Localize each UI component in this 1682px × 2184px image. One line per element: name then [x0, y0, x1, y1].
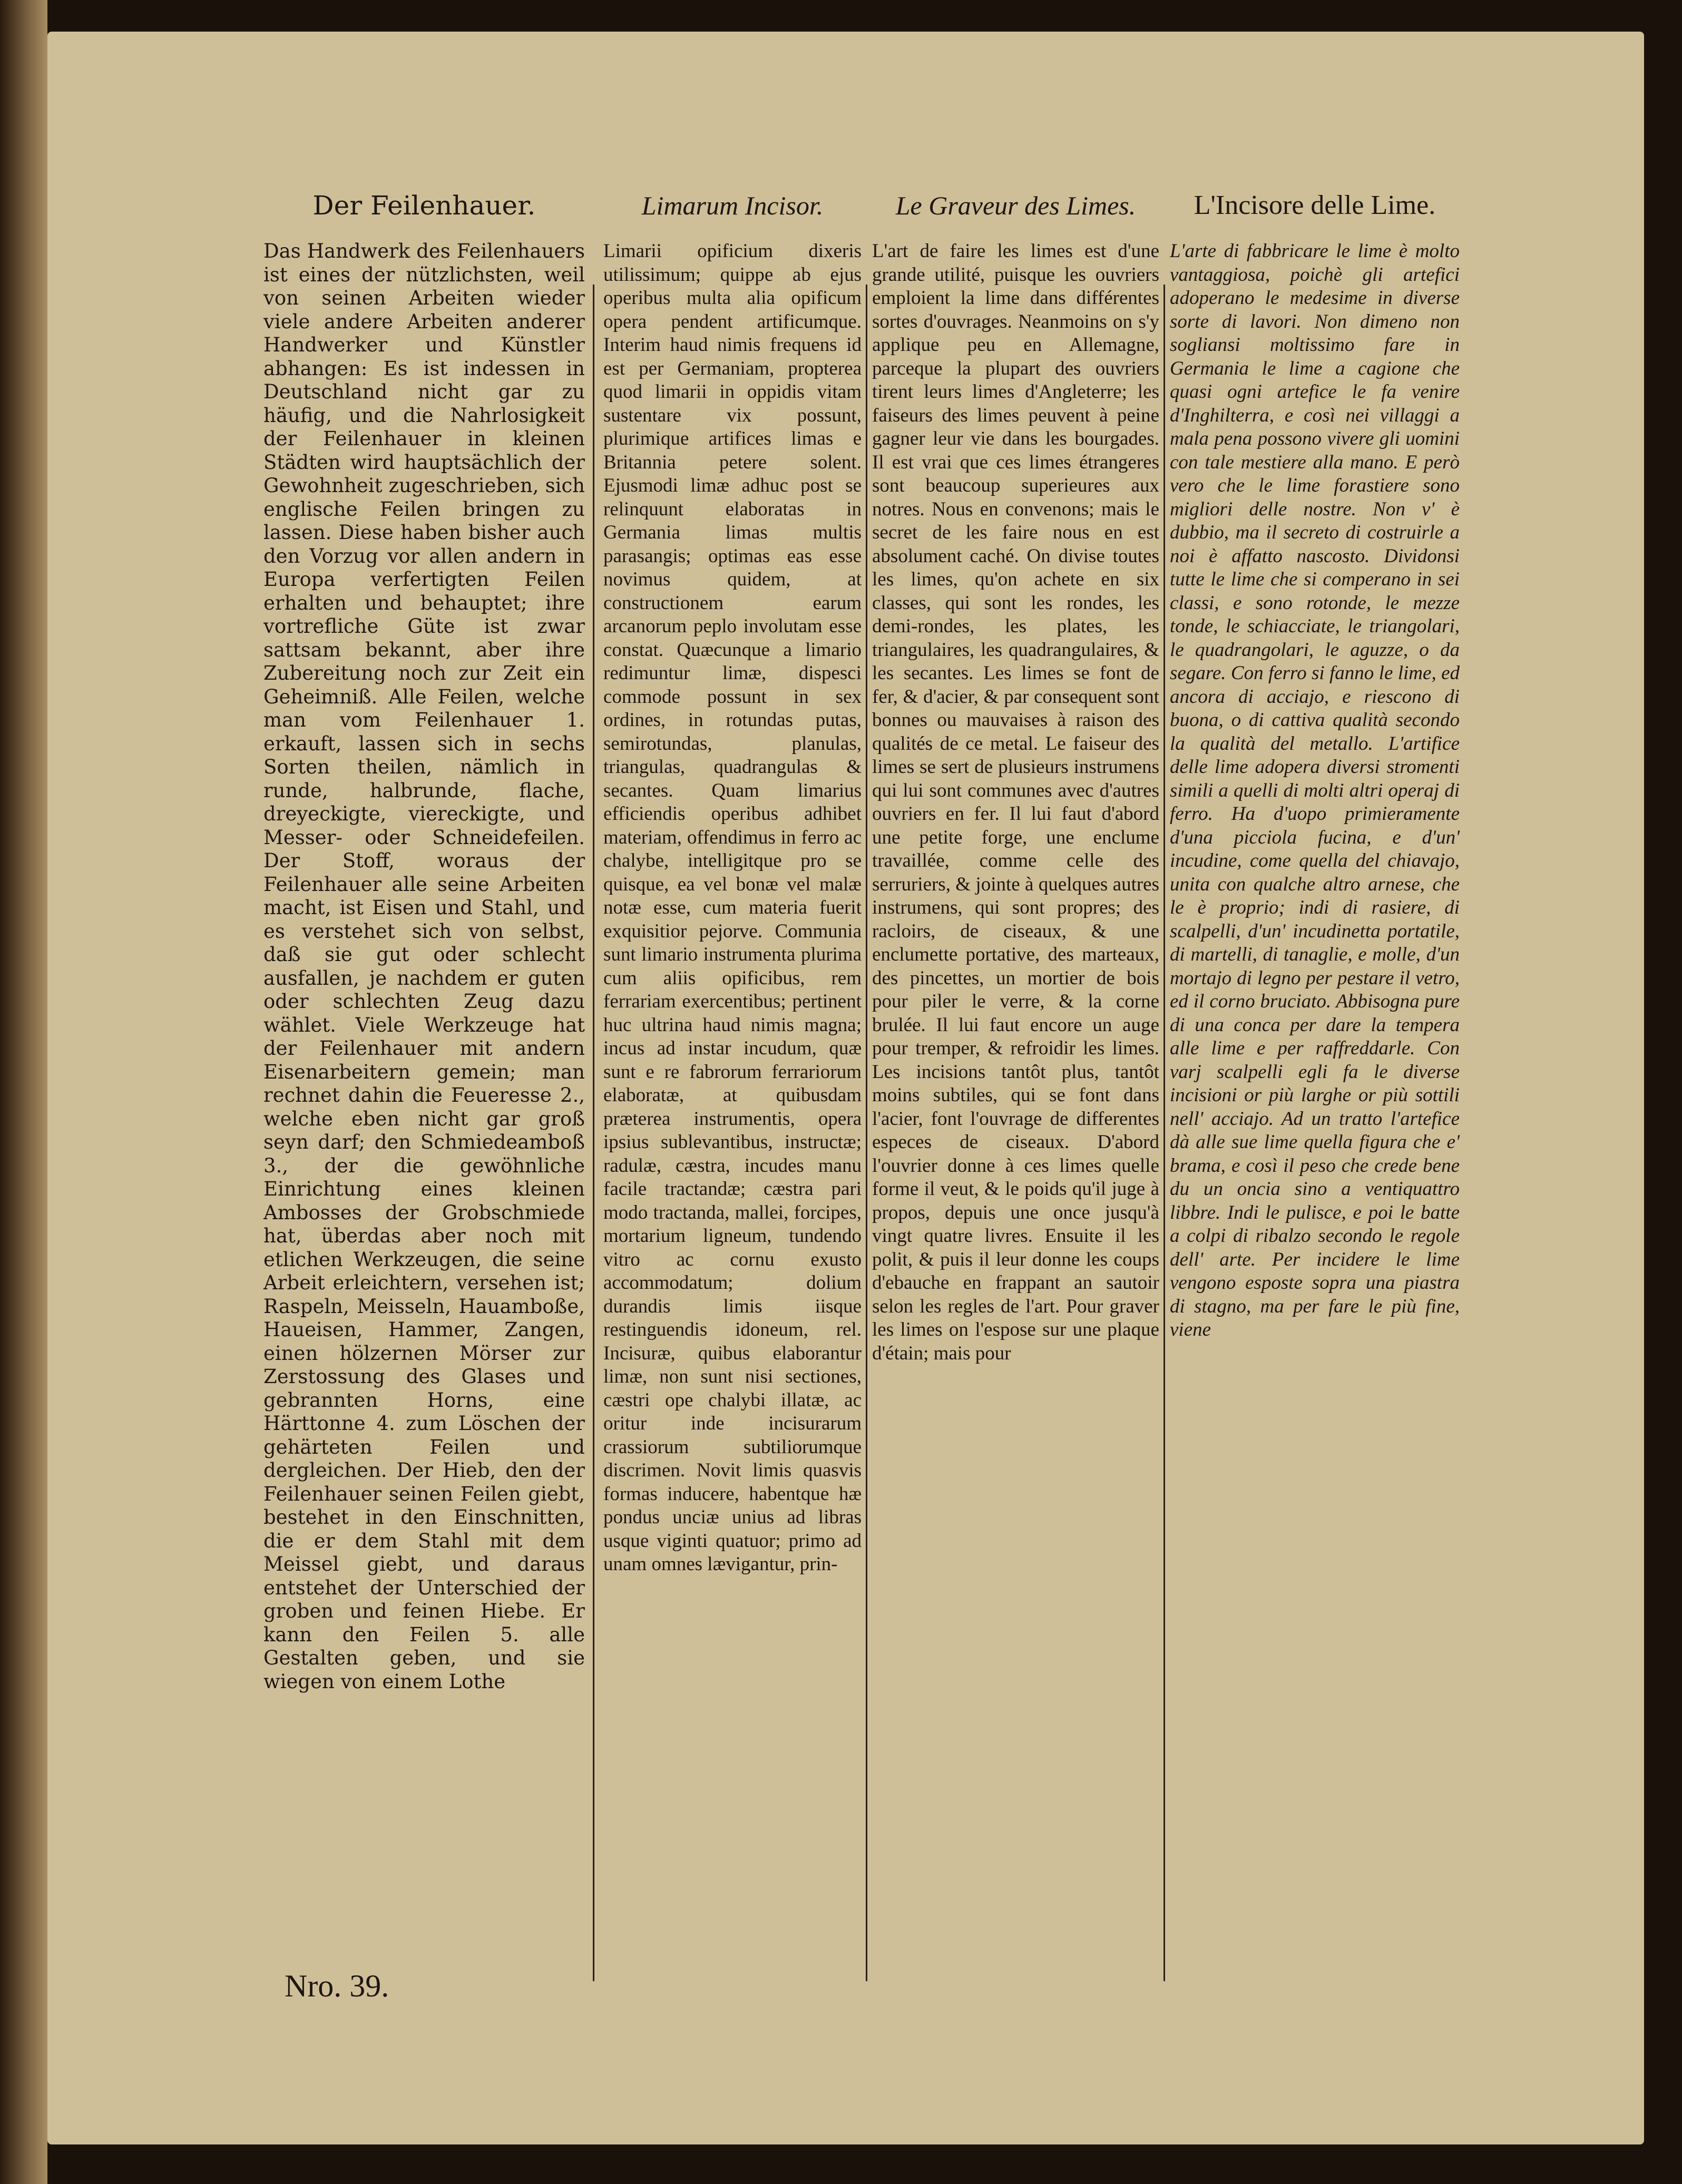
book-binding	[0, 0, 47, 2184]
column-german	[263, 190, 585, 1942]
heading-french: Le Graveur des Limes.	[895, 191, 1136, 220]
heading-latin: Limarum Incisor.	[641, 191, 824, 220]
heading-italian: L'Incisore delle Lime.	[1194, 190, 1436, 220]
text-french: L'art de faire les limes est d'une grande utilité, puisque les ouvriers emploient la lime dans différentes sortes d'ouvrages. Neanmoins on s'y applique peu en Allemagne, parceque la plupart des ouvriers tirent leurs limes d'Angleterre; les faiseurs des limes peuvent à peine gagner leur vie dans les bourgades. Il est vrai que ces limes étrangeres sont beaucoup superieures aux notres. Nous en convenons; mais le secret de les faire nous en est absolument caché. On divise toutes les limes, qu'on achete en six classes, qui sont les rondes, les demi-rondes, les plates, les triangulaires, les quadrangulaires, & les secantes. Les limes se font de fer, & d'acier, & par consequent sont bonnes ou mauvaises à raison des qualités de ce metal. Le faiseur des limes se sert de plusieurs instrumens qui lui sont communes avec d'autres ouvriers en fer. Il lui faut d'abord une petite forge, une enclume travaillée, comme celle des serruriers, & jointe à quelques autres instrumens, qui sont propres; des racloirs, de ciseaux, & une enclumette portative, des marteaux, des pincettes, un mortier de bois pour piler le verre, & la corne brulée. Il lui faut encore un auge pour tremper, & refroidir les limes. Les incisions tantôt plus, tantôt moins subtiles, qui se font dans l'acier, font l'ouvrage de differentes especes de ciseaux. D'abord l'ouvrier donne à ces limes quelle forme il veut, & le poids qu'il juge à propos, depuis une once jusqu'à vingt quatre livres. Ensuite il les polit, & puis il leur donne les coups d'ebauche en frappant an sautoir selon les regles de l'art. Pour graver les limes on l'espose sur une plaque d'étain; mais pour	[872, 240, 1159, 1364]
text-german: Das Handwerk des Feilenhauers ist eines der nützlichsten, weil von seinen Arbeiten wieder viele andere Arbeiten anderer Handwerker und Künstler abhangen: Es ist indessen in Deutschland nicht gar zu häufig, und die Nahrlosigkeit der Feilenhauer in kleinen Städten wird hauptsächlich der Gewohnheit zugeschrieben, sich englische Feilen bringen zu lassen. Diese haben bisher auch den Vorzug vor allen andern in Europa verfertigten Feilen erhalten und behauptet; ihre vortrefliche Güte ist zwar sattsam bekannt, aber ihre Zubereitung noch zur Zeit ein Geheimniß. Alle Feilen, welche man vom Feilenhauer 1. erkauft, lassen sich in sechs Sorten theilen, nämlich in runde, halbrunde, flache, dreyeckigte, viereckigte, und Messer- oder Schneidefeilen. Der Stoff, woraus der Feilenhauer alle seine Arbeiten macht, ist Eisen und Stahl, und es verstehet sich von selbst, daß sie gut oder schlecht ausfallen, je nachdem er guten oder schlechten Zeug dazu wählet. Viele Werkzeuge hat der Feilenhauer mit andern Eisenarbeitern gemein; man rechnet dahin die Feueresse 2., welche eben nicht gar groß seyn darf; den Schmiedeamboß 3., der die gewöhnliche Einrichtung eines kleinen Ambosses der Grobschmiede hat, überdas aber noch mit etlichen Werkzeugen, die seine Arbeit erleichtern, versehen ist; Raspeln, Meisseln, Hauamboße, Haueisen, Hammer, Zangen, einen hölzernen Mörser zur Zerstossung des Glases und gebrannten Horns, eine Härttonne 4. zum Löschen der gehärteten Feilen und dergleichen. Der Hieb, den der Feilenhauer seinen Feilen giebt, bestehet in den Einschnitten, die er dem Stahl mit dem Meissel giebt, und daraus entstehet der Unterschied der groben und feinen Hiebe. Er kann den Feilen 5. alle Gestalten geben, und sie wiegen von einem Lothe	[263, 240, 585, 1693]
text-italian: L'arte di fabbricare le lime è molto vantaggiosa, poichè gli artefici adoperano le medesime in diverse sorte di lavori. Non dimeno non sogliansi moltissimo fare in Germania le lime a cagione che quasi ogni artefice le fa venire d'Inghilterra, e così nei villaggi a mala pena possono vivere gli uomini con tale mestiere alla mano. E però vero che le lime forastiere sono migliori delle nostre. Non v' è dubbio, ma il secreto di costruirle a noi è affatto nascosto. Dividonsi tutte le lime che si comperano in sei classi, e sono rotonde, le mezze tonde, le schiacciate, le triangolari, le quadrangolari, le aguzze, o da segare. Con ferro si fanno le lime, ed ancora di acciajo, e riescono di buona, o di cattiva qualità secondo la qualità del metallo. L'artifice delle lime adopera diversi stromenti simili a quelli di molti altri operaj di ferro. Ha d'uopo primieramente d'una picciola fucina, e d'un' incudine, come quella del chiavajo, unita con qualche altro arnese, che le è proprio; indi di rasiere, di scalpelli, d'un' incudinetta portatile, di martelli, di tanaglie, e molle, d'un mortajo di legno per pestare il vetro, ed il corno bruciato. Abbisogna pure di una conca per dare la tempera alle lime e per raffreddarle. Con varj scalpelli egli fa le diverse incisioni or più larghe or più sottili nell' acciajo. Ad un tratto l'artefice dà alle sue lime quella figura che e' brama, e così il peso che crede bene du un oncia sino a ventiquattro libbre. Indi le pulisce, e poi le batte a colpi di ribalzo secondo le regole dell' arte. Per incidere le lime vengono esposte sopra una piastra di stagno, ma per fare le più fine, viene	[1170, 240, 1460, 1340]
text-latin: Limarii opificium dixeris utilissimum; quippe ab ejus operibus multa alia opificum opera pendent artificumque. Interim haud nimis frequens id est per Germaniam, propterea quod limarii in oppidis vitam sustentare vix possunt, plurimique artifices limas e Britannia petere solent. Ejusmodi limæ adhuc post se relinquunt elaboratas in Germania limas multis parasangis; optimas eas esse novimus quidem, at constructionem earum arcanorum peplo involutam esse constat. Quæcunque a limario redimuntur limæ, dispesci commode possunt in sex ordines, in rotundas putas, semirotundas, planulas, triangulas, quadrangulas & secantes. Quam limarius efficiendis operibus adhibet materiam, offendimus in ferro ac chalybe, intelligitque pro se quisque, ea vel bonæ vel malæ notæ esse, cum materia fuerit exquisitior pejorve. Communia sunt limario instrumenta plurima cum aliis opificibus, rem ferrariam exercentibus; pertinent huc ultrina haud nimis magna; incus ad instar incudum, quæ sunt e re fabrorum ferrariorum elaboratæ, at quibusdam præterea instrumentis, opera ipsius sublevantibus, instructæ; radulæ, cæstra, incudes manu facile tractandæ; cæstra pari modo tractanda, mallei, forcipes, mortarium ligneum, tundendo vitro ac cornu exusto accommodatum; dolium durandis limis iisque restinguendis idoneum, rel. Incisuræ, quibus elaborantur limæ, non sunt nisi sectiones, cæstri ope chalybi illatæ, ac oritur inde incisurarum crassiorum subtiliorumque discrimen. Novit limis quasvis formas inducere, habentque hæ pondus unciæ unius ad libras usque viginti quatuor; primo ad unam omnes lævigantur, prin-	[603, 240, 862, 1575]
column-divider	[593, 285, 594, 1981]
heading-german: Der Feilenhauer.	[312, 190, 536, 221]
column-divider	[866, 285, 867, 1981]
page-number: Nro. 39.	[285, 1968, 389, 2003]
column-latin	[603, 191, 862, 1942]
column-italian	[1170, 190, 1460, 1942]
column-divider	[1163, 285, 1165, 1981]
column-french	[872, 191, 1159, 1942]
